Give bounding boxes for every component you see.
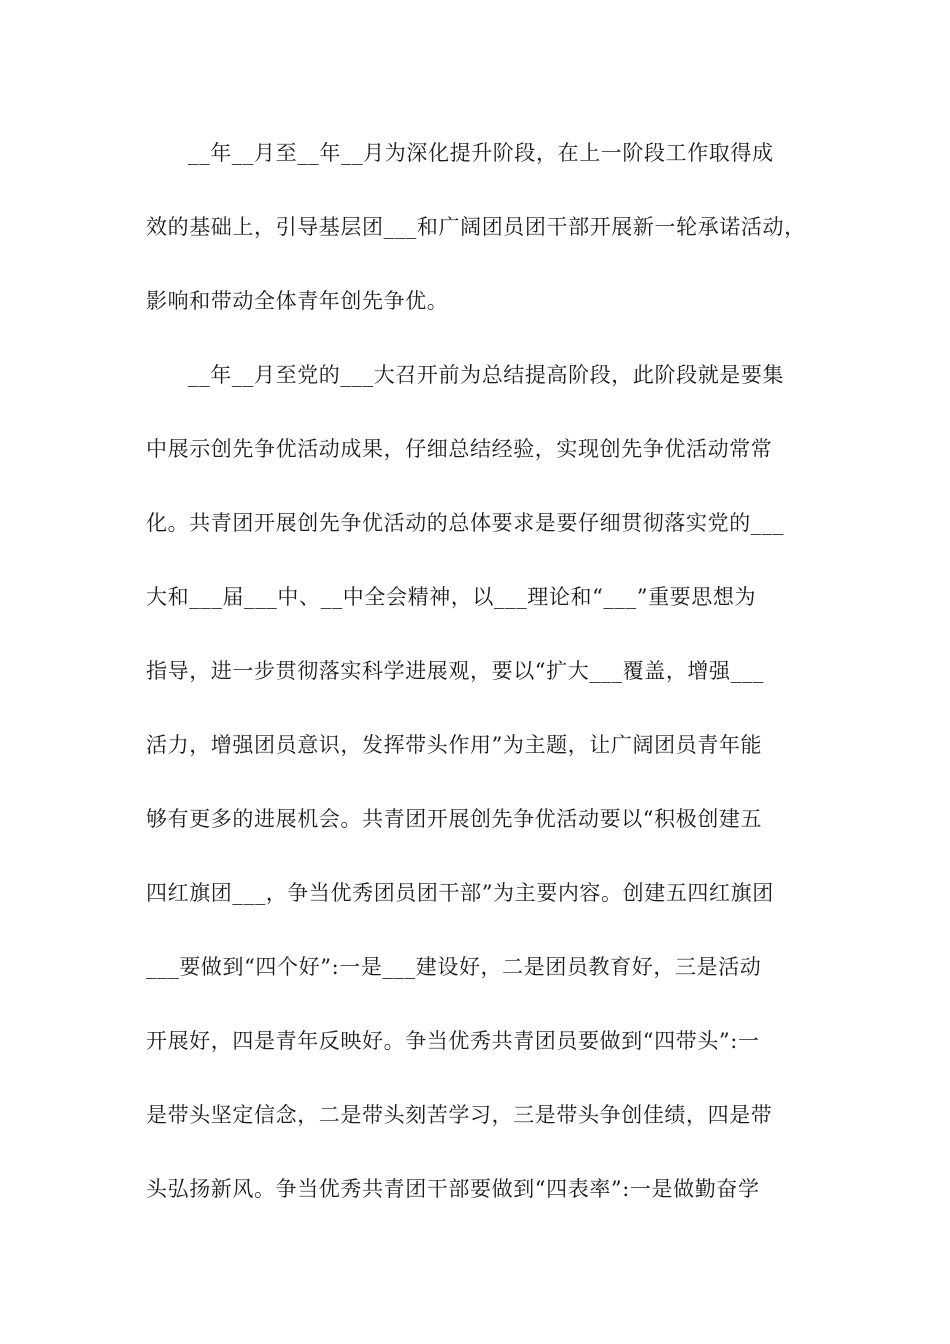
- text-line: 影响和带动全体青年创先争优。: [146, 289, 449, 313]
- text-line: 指导，进一步贯彻落实科学进展观，要以“扩大___覆盖，增强___: [146, 659, 764, 683]
- text-line: 开展好，四是青年反映好。争当优秀共青团员要做到“四带头”:一: [146, 1029, 760, 1053]
- body-text: [146, 128, 806, 1238]
- text-line: 够有更多的进展机会。共青团开展创先争优活动要以“积极创建五: [146, 807, 763, 831]
- text-line: 效的基础上，引导基层团___和广阔团员团干部开展新一轮承诺活动，: [146, 215, 806, 239]
- text-line: ___要做到“四个好”:一是___建设好，二是团员教育好，三是活动: [146, 955, 762, 979]
- text-line: 四红旗团___，争当优秀团员团干部”为主要内容。创建五四红旗团: [146, 881, 774, 905]
- text-line: __年__月至党的___大召开前为总结提高阶段，此阶段就是要集: [188, 363, 785, 387]
- text-line: 化。共青团开展创先争优活动的总体要求是要仔细贯彻落实党的___: [146, 511, 785, 535]
- text-line: 头弘扬新风。争当优秀共青团干部要做到“四表率”:一是做勤奋学: [146, 1177, 760, 1201]
- text-line: 大和___届___中、__中全会精神，以___理论和“___”重要思想为: [146, 585, 757, 609]
- text-line: 活力，增强团员意识，发挥带头作用”为主题，让广阔团员青年能: [146, 733, 763, 757]
- text-line: __年__月至__年__月为深化提升阶段，在上一阶段工作取得成: [188, 141, 774, 165]
- text-line: 中展示创先争优活动成果，仔细总结经验，实现创先争优活动常常: [146, 437, 773, 461]
- text-line: 是带头坚定信念，二是带头刻苦学习，三是带头争创佳绩，四是带: [146, 1103, 773, 1127]
